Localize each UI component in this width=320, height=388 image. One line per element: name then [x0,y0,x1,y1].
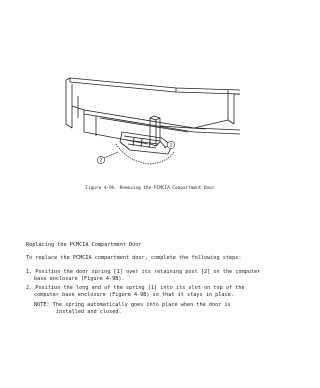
section-heading: Replacing the PCMCIA Compartment Door [26,242,142,248]
step-1-line-2: base enclosure (Figure 4-9B). [34,275,125,282]
callout-2-marker [97,156,104,163]
step-2-line-2: computer base enclosure (Figure 4-9B) so that it stays in place. [34,291,234,298]
callout-1-marker [167,141,174,148]
step-1-line-1: 1. Position the door spring [1] over its retaining post [2] on the computer [26,269,261,275]
intro-paragraph: To replace the PCMCIA compartment door, complete the following steps: [26,255,242,261]
step-2-line-1: 2. Position the long end of the spring [1] into its slot on top of the [26,285,245,291]
callout-1-label: 1 [169,142,173,148]
callout-2-label: 2 [99,157,103,163]
pcmcia-door-illustration [56,66,246,176]
note-line-1: NOTE: The spring automatically goes into place when the door is [34,302,231,308]
note-line-2: installed and closed. [56,308,122,315]
computer-base-drawing [56,66,246,176]
figure-caption: Figure 4-9A. Removing the PCMCIA Compartment Door [85,186,215,191]
